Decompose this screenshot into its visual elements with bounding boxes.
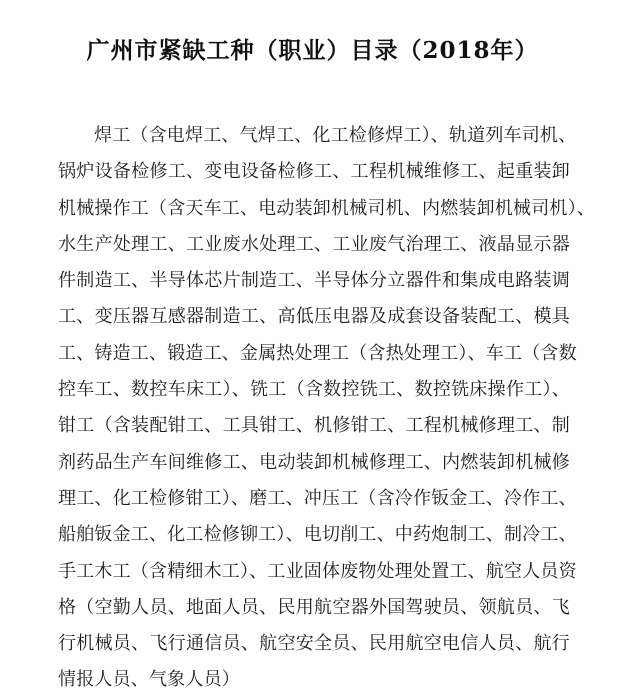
body-line: 水生产处理工、工业废水处理工、工业废气治理工、液晶显示器 <box>58 233 570 255</box>
body-line: 工、铸造工、锻造工、金属热处理工（含热处理工）、车工（含数 <box>58 342 577 364</box>
body-line: 情报人员、气象人员） <box>58 669 240 691</box>
body-line: 手工木工（含精细木工）、工业固体废物处理处置工、航空人员资 <box>58 560 577 582</box>
body-line: 剂药品生产车间维修工、电动装卸机械修理工、内燃装卸机械修 <box>58 451 570 473</box>
body-line: 焊工（含电焊工、气焊工、化工检修焊工）、轨道列车司机、 <box>94 125 577 146</box>
document-body <box>58 118 595 699</box>
body-line: 行机械员、飞行通信员、航空安全员、民用航空电信人员、航行 <box>58 633 570 655</box>
body-line: 机械操作工（含天车工、电动装卸机械司机、内燃装卸机械司机）、 <box>58 197 595 219</box>
body-line: 理工、化工检修钳工）、磨工、冲压工（含冷作钣金工、冷作工、 <box>58 487 577 509</box>
body-line: 控车工、数控车床工）、铣工（含数控铣工、数控铣床操作工）、 <box>58 379 570 401</box>
body-line: 格（空勤人员、地面人员、民用航空器外国驾驶员、领航员、飞 <box>58 596 570 618</box>
body-line: 钳工（含装配钳工、工具钳工、机修钳工、工程机械修理工、制 <box>58 415 570 437</box>
document-title: 广州市紧缺工种（职业）目录（2018年） <box>86 37 539 64</box>
body-line: 船舶钣金工、化工检修铆工）、电切削工、中药炮制工、制冷工、 <box>58 524 577 546</box>
body-line: 件制造工、半导体芯片制造工、半导体分立器件和集成电路装调 <box>58 270 570 292</box>
body-line: 工、变压器互感器制造工、高低压电器及成套设备装配工、模具 <box>58 306 570 328</box>
body-line: 锅炉设备检修工、变电设备检修工、工程机械维修工、起重装卸 <box>58 161 570 183</box>
